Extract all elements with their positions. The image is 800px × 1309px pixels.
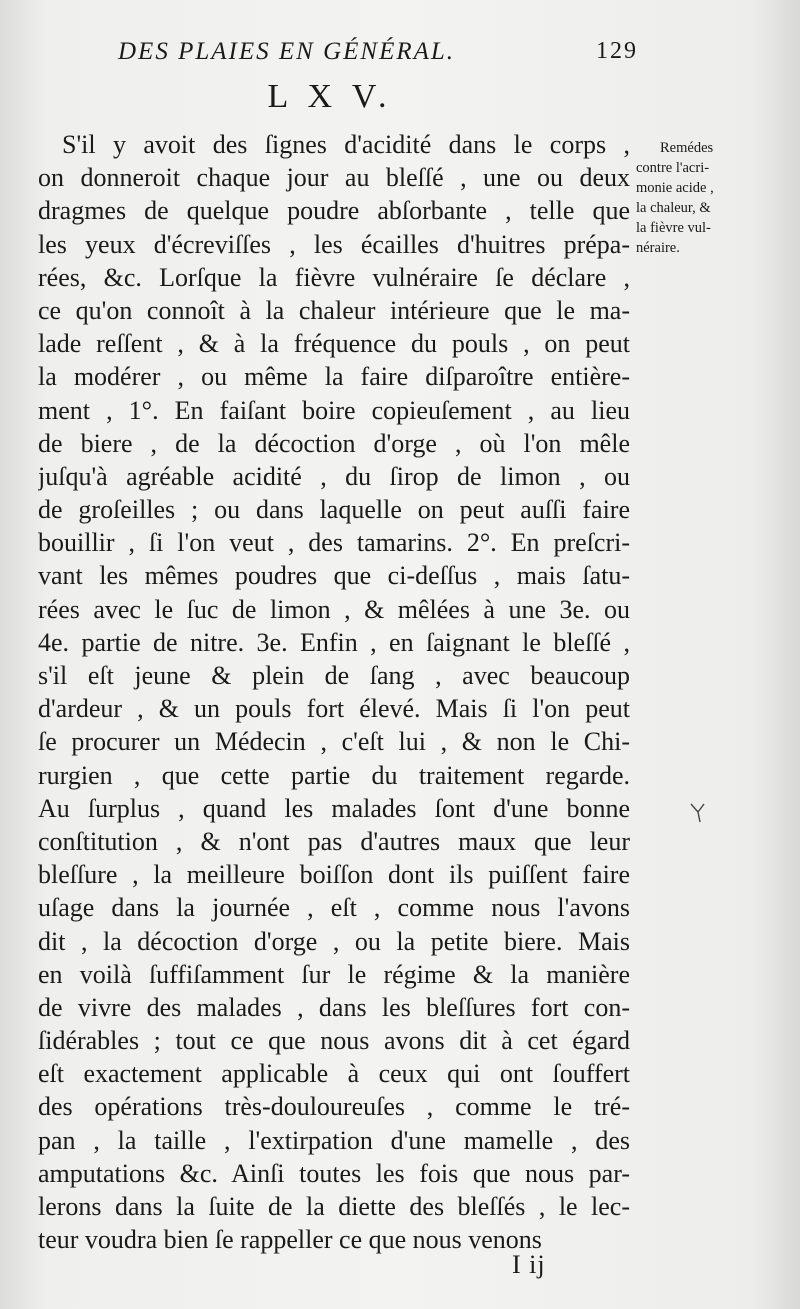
text-line: de groſeilles ; ou dans laquelle on peut auſſi faire — [38, 495, 630, 525]
text-line: S'il y avoit des ſignes d'acidité dans le corps , — [62, 130, 630, 159]
margin-note-line: la fièvre vul- — [636, 220, 711, 236]
text-line: des opérations très-douloureuſes , comme le tré- — [38, 1092, 630, 1122]
margin-note-line: la chaleur, & — [636, 200, 711, 216]
text-line: uſage dans la journée , eſt , comme nous l'avons — [38, 893, 630, 923]
text-line: dragmes de quelque poudre abſorbante , telle que — [38, 196, 630, 226]
text-line: juſqu'à agréable acidité , du ſirop de limon , ou — [38, 461, 630, 491]
text-line: ſidérables ; tout ce que nous avons dit à cet égard — [38, 1026, 630, 1056]
text-line: lade reſſent , & à la fréquence du pouls , on peut — [38, 329, 630, 359]
text-line: on donneroit chaque jour au bleſſé , une ou deux — [38, 163, 630, 193]
text-line: ce qu'on connoît à la chaleur intérieure que le ma- — [38, 295, 630, 325]
text-line: ſe procurer un Médecin , c'eſt lui , & non le Chi- — [38, 727, 630, 757]
margin-note — [636, 138, 794, 258]
text-line: conſtitution , & n'ont pas d'autres maux que leur — [38, 826, 630, 856]
text-line: d'ardeur , & un pouls fort élevé. Mais ſi l'on peut — [38, 694, 630, 724]
page-number: 129 — [596, 38, 638, 64]
text-line: les yeux d'écreviſſes , les écailles d'huitres prépa- — [38, 229, 630, 259]
text-line: rurgien , que cette partie du traitement regarde. — [38, 760, 630, 790]
section-title: L X V. — [267, 78, 393, 115]
text-line: de vivre des malades , dans les bleſſures fort con- — [38, 992, 630, 1022]
margin-note-line: contre l'acri- — [636, 160, 710, 176]
text-line: teur voudra bien ſe rappeller ce que nous venons — [38, 1225, 542, 1255]
signature-mark: I ij — [512, 1250, 546, 1279]
text-line: amputations &c. Ainſi toutes les fois que nous par- — [38, 1158, 630, 1188]
text-line: s'il eſt jeune & plein de ſang , avec beaucoup — [38, 661, 630, 690]
page-header — [118, 38, 638, 66]
text-line: eſt exactement applicable à ceux qui ont ſouffert — [38, 1059, 630, 1089]
text-line: rées, &c. Lorſque la fièvre vulnéraire ſe déclare , — [38, 262, 630, 292]
text-line: rées avec le ſuc de limon , & mêlées à une 3e. ou — [38, 594, 630, 624]
text-line: pan , la taille , l'extirpation d'une mamelle , des — [38, 1125, 630, 1155]
text-line: dit , la décoction d'orge , ou la petite biere. Mais — [38, 926, 630, 956]
margin-note-line: Remédes — [660, 140, 714, 156]
text-line: Au ſurplus , quand les malades ſont d'une bonne — [38, 793, 630, 823]
text-line: vant les mêmes poudres que ci-deſſus , mais ſatu- — [38, 561, 630, 591]
text-line: la modérer , ou même la faire diſparoître entière- — [38, 362, 630, 392]
text-line: lerons dans la ſuite de la diette des bleſſés , le lec- — [38, 1192, 630, 1221]
text-line: 4e. partie de nitre. 3e. Enfin , en ſaignant le bleſſé , — [38, 627, 630, 657]
running-title: DES PLAIES EN GÉNÉRAL. — [118, 38, 456, 65]
text-line: en voilà ſuffiſamment ſur le régime & la manière — [38, 959, 630, 989]
text-line: bouillir , ſi l'on veut , des tamarins. 2°. En preſcri- — [38, 528, 630, 558]
text-line: bleſſure , la meilleure boiſſon dont ils puiſſent faire — [38, 860, 630, 890]
margin-note-line: monie acide , — [636, 180, 714, 196]
text-line: de biere , de la décoction d'orge , où l'on mêle — [38, 428, 630, 458]
body-text — [38, 128, 630, 1256]
text-line: ment , 1°. En faiſant boire copieuſement , au lieu — [38, 395, 630, 425]
pencil-mark-icon — [688, 800, 708, 824]
margin-note-line: néraire. — [636, 240, 680, 256]
